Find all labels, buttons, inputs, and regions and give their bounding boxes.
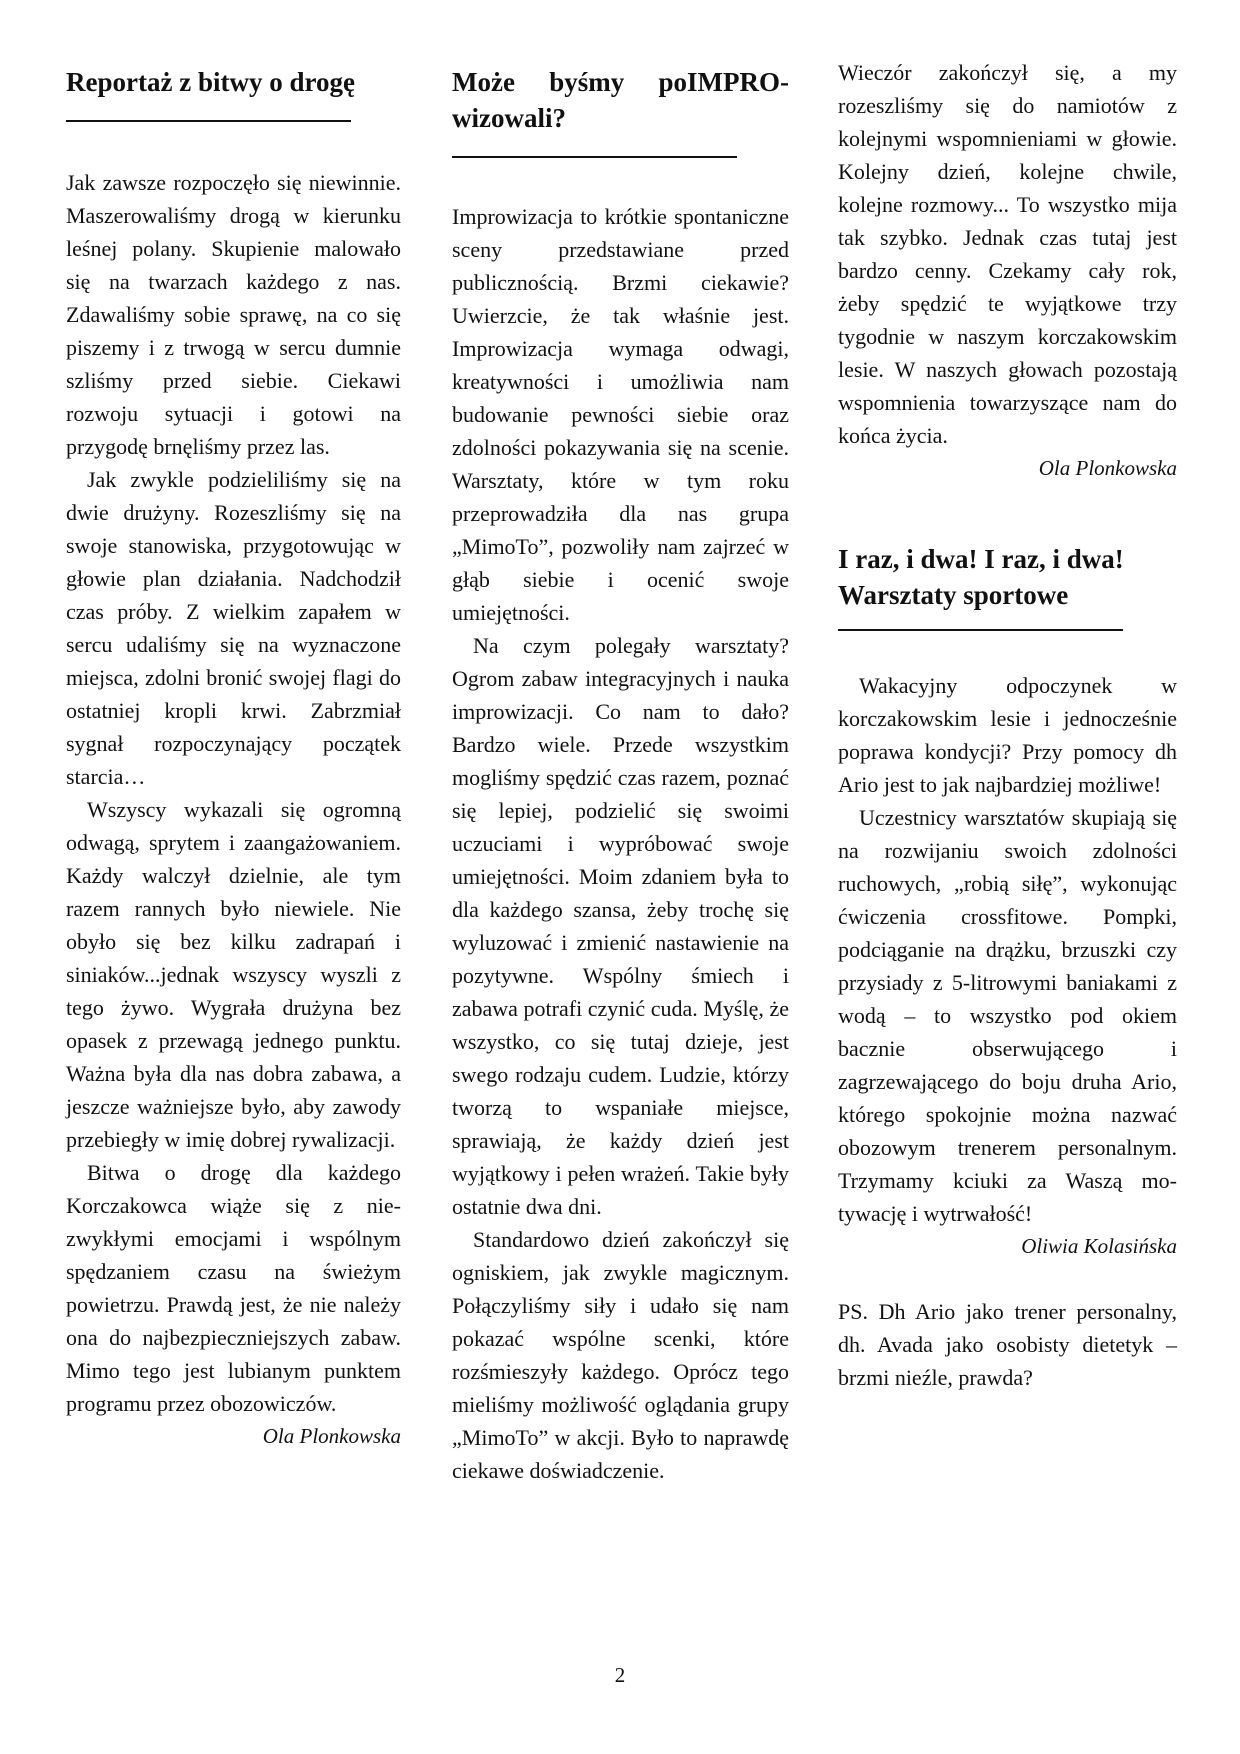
column-2 <box>452 64 789 1487</box>
article-improwizacja <box>452 64 789 1487</box>
article-paragraph: Uczestnicy warsztatów skupiają się na rozwijaniu swoich zdolności ruchowych, „robią siłę”, wykonując ćwiczenia crossfitowe. Pompki, podciąganie na drążku, brzuszki czy przysiady z 5-litrowymi baniakami z wodą – to wszystko pod okiem bacznie obserwującego i zagrzewającego do boju druha Ario, którego spokojnie można nazwać obozowym trenerem personalnym. Trzymamy kciuki za Waszą motywację i wytrwałość! <box>838 805 1177 1226</box>
article-title: Może byśmy poIMPROwizowali? <box>452 67 789 133</box>
column-1 <box>66 64 401 1453</box>
article-paragraph: Jak zwykle podzieliliśmy się na dwie drużyny. Rozeszliśmy się na swoje stanowiska, przygotowując w głowie plan działania. Nadchodził czas próby. Z wielkim zapałem w sercu udaliśmy się na wyznaczone miejsca, zdolni bronić swojej flagi do ostatniej kropli krwi. Zabrzmiał sygnał rozpoczynający początek starcia… <box>66 467 401 789</box>
article-title: I raz, i dwa! I raz, i dwa! Warsztaty sportowe <box>838 544 1124 610</box>
article-paragraph: Wieczór zakończył się, a my rozeszliśmy się do namiotów z kolejnymi wspomnieniami w głowie. Kolejny dzień, kolejne chwile, kolejne rozmowy... To wszystko mija tak szybko. Jednak czas tutaj jest bardzo cenny. Czekamy cały rok, żeby spędzić te wyjątkowe trzy tygodnie w naszym korczakowskim lesie. W naszych głowach pozostają wspomnienia towarzyszące nam do końca życia. <box>838 60 1177 448</box>
article-reportaz <box>66 64 401 1453</box>
article-paragraph: Na czym polegały warsztaty? Ogrom zabaw integracyjnych i nauka improwizacji. Co nam to dało? Bardzo wiele. Przede wszystkim mogliśmy spędzić czas razem, poznać się lepiej, podzielić się swoimi uczuciami i wypróbować swoje umiejętności. Moim zdaniem była to dla każdego szansa, żeby trochę się wyluzować i zmienić nastawienie na pozytywne. Wspólny śmiech i zabawa potrafi czynić cuda. Myślę, że wszystko, co się tutaj dzieje, jest swego rodzaju cudem. Ludzie, którzy tworzą to wspaniałe miejsce, sprawiają, że każdy dzień jest wyjątkowy i pełen wrażeń. Takie były ostatnie dwa dni. <box>452 633 789 1219</box>
article-paragraph: Standardowo dzień zakończył się ogniskiem, jak zwykle magicznym. Połączyliśmy siły i udało się nam pokazać wspólne scenki, które rozśmieszyły każdego. Oprócz tego mieliśmy możliwość oglądania grupy „MimoTo” w akcji. Było to naprawdę ciekawe doświadczenie. <box>452 1227 789 1483</box>
article-paragraph: Improwizacja to krótkie spontaniczne sceny przedstawiane przed publicznością. Brzmi ciekawie? Uwierzcie, że tak właśnie jest. Improwizacja wymaga odwagi, kreatywności i umożliwia nam budowanie pewności siebie oraz zdolności pokazywania się na scenie. Warsztaty, które w tym roku przeprowadziła dla nas grupa „MimoTo”, pozwoliły nam zajrzeć w głąb siebie i ocenić swoje umiejętności. <box>452 204 789 625</box>
article-improwizacja-continued <box>838 56 1177 485</box>
article-title: Reportaż z bitwy o drogę <box>66 67 355 97</box>
article-paragraph: Wszyscy wykazali się ogromną odwagą, sprytem i zaangażowaniem. Każdy walczył dzielnie, ale tym razem rannych było niewiele. Nie obyło się bez kilku zadrapań i siniaków...jednak wszyscy wyszli z tego żywo. Wygrała drużyna bez opasek z przewagą jednego punktu. Ważna była dla nas dobra zabawa, a jeszcze ważniejsze było, aby zawody przebiegły w imię dobrej rywalizacji. <box>66 797 401 1152</box>
article-warsztaty-sportowe <box>838 541 1177 1394</box>
article-author: Oliwia Kolasińska <box>1021 1234 1177 1258</box>
article-paragraph: Wakacyjny odpoczynek w korczakowskim lesie i jednocześnie poprawa kondycji? Przy pomocy dh Ario jest to jak najbardziej możliwe! <box>838 673 1177 797</box>
page-number: 2 <box>614 1663 626 1687</box>
column-3 <box>838 60 1177 1394</box>
article-author: Ola Plonkowska <box>262 1424 401 1448</box>
article-paragraph: Jak zawsze rozpoczęło się niewinnie. Maszerowaliśmy drogą w kierunku leśnej polany. Skupienie malowało się na twarzach każdego z nas. Zdawaliśmy sobie sprawę, na co się piszemy i z trwogą w sercu dumnie szliśmy przed siebie. Ciekawi rozwoju sytuacji i gotowi na przygodę brnęliśmy przez las. <box>66 170 401 459</box>
article-postscript: PS. Dh Ario jako trener personalny, dh. Avada jako osobisty dietetyk – brzmi nieźle, prawda? <box>838 1299 1177 1390</box>
article-paragraph: Bitwa o drogę dla każdego Korczakowca wiąże się z niezwykłymi emocjami i wspólnym spędzaniem czasu na świeżym powietrzu. Prawdą jest, że nie należy ona do najbezpieczniejszych zabaw. Mimo tego jest lubianym punktem programu przez obozowiczów. <box>66 1160 401 1416</box>
article-author: Ola Plonkowska <box>1038 456 1177 480</box>
